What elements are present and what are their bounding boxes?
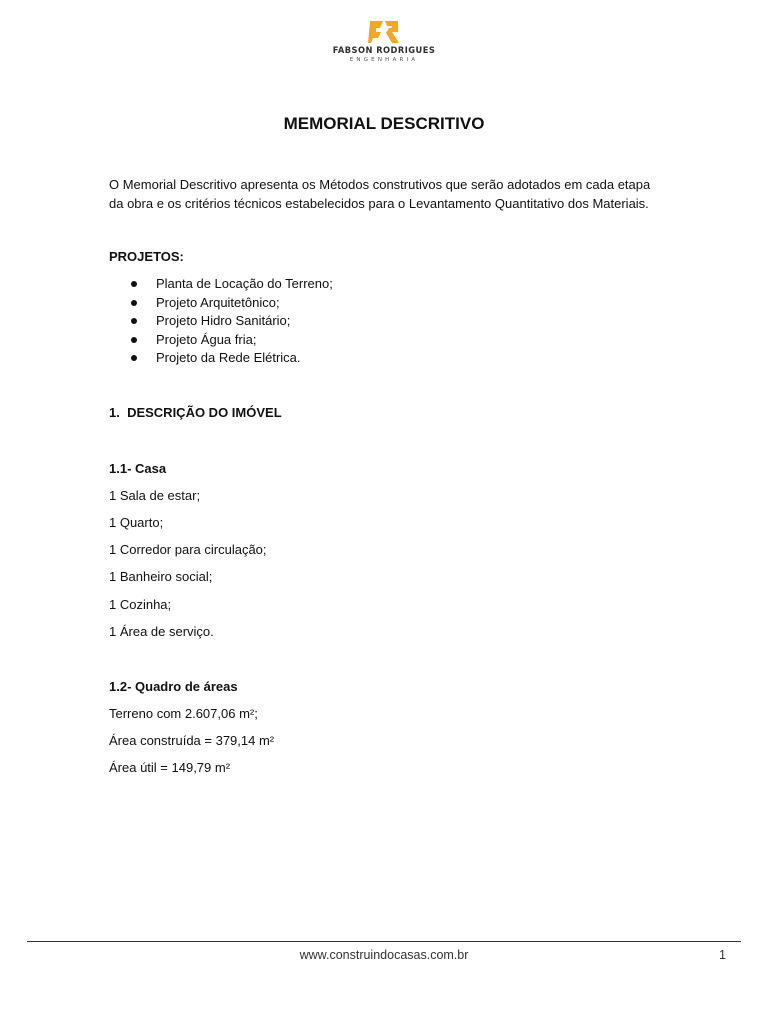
casa-heading: 1.1- Casa [109, 461, 167, 476]
area-item: Terreno com 2.607,06 m²; [109, 706, 258, 721]
page-number: 1 [719, 948, 726, 962]
list-item: Projeto Água fria; [109, 331, 333, 350]
list-item: Projeto da Rede Elétrica. [109, 349, 333, 368]
casa-item: 1 Corredor para circulação; [109, 542, 267, 557]
bullet-icon [131, 300, 137, 306]
projetos-heading: PROJETOS: [109, 249, 184, 264]
casa-item: 1 Cozinha; [109, 597, 172, 612]
list-item: Planta de Locação do Terreno; [109, 275, 333, 294]
area-item: Área útil = 149,79 m² [109, 760, 231, 775]
casa-item: 1 Banheiro social; [109, 569, 213, 584]
list-item: Projeto Arquitetônico; [109, 294, 333, 313]
bullet-icon [131, 337, 137, 343]
casa-item: 1 Quarto; [109, 515, 164, 530]
logo-tagline: ENGENHARIA [349, 57, 419, 63]
logo-company-name: FABSON RODRIGUES [332, 46, 436, 56]
footer-url: www.construindocasas.com.br [299, 948, 469, 962]
footer-divider [27, 941, 741, 942]
casa-item: 1 Área de serviço. [109, 624, 214, 639]
intro-line-1: O Memorial Descritivo apresenta os Métodos construtivos que serão adotados em cada etapa [109, 177, 651, 192]
areas-heading: 1.2- Quadro de áreas [109, 679, 238, 694]
company-logo [0, 20, 768, 63]
intro-line-2: da obra e os critérios técnicos estabelecidos para o Levantamento Quantitativo dos Materiais. [109, 196, 649, 211]
area-item: Área construída = 379,14 m² [109, 733, 275, 748]
bullet-icon [131, 355, 137, 361]
projetos-list [109, 275, 333, 368]
list-item: Projeto Hidro Sanitário; [109, 312, 333, 331]
casa-item: 1 Sala de estar; [109, 488, 201, 503]
section-1-heading: 1. DESCRIÇÃO DO IMÓVEL [109, 405, 282, 420]
bullet-icon [131, 281, 137, 287]
logo-mark-icon [367, 20, 401, 44]
bullet-icon [131, 318, 137, 324]
document-title: MEMORIAL DESCRITIVO [283, 114, 485, 133]
